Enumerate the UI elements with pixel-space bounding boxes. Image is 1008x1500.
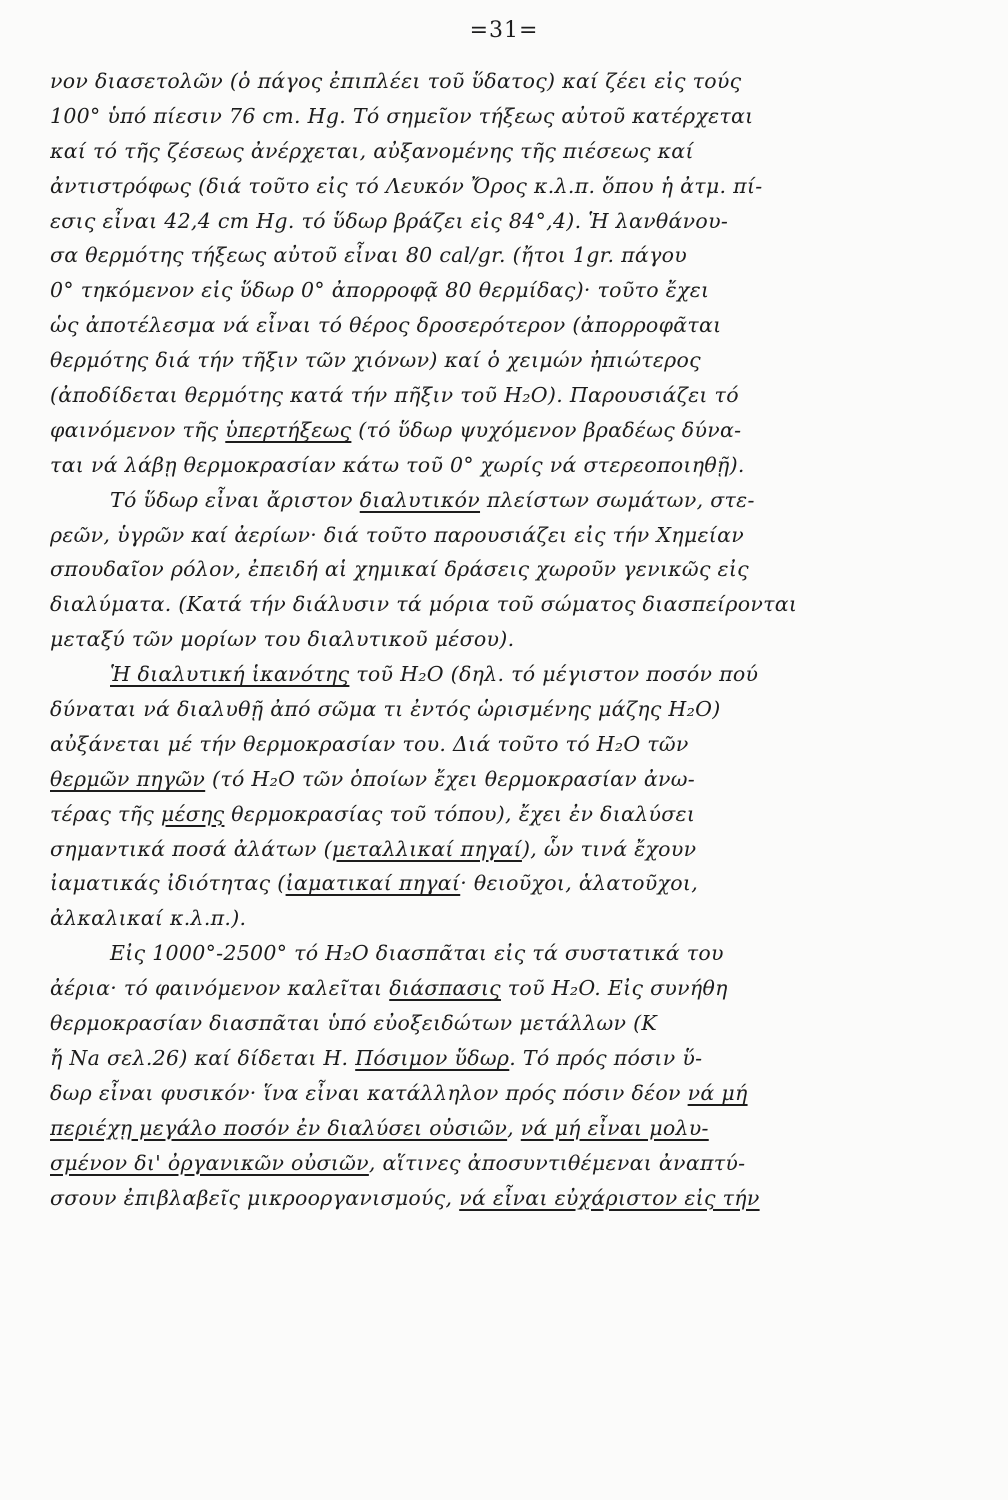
underlined-term: Πόσιμον ὕδωρ [355,1045,510,1070]
underlined-term: ὑπερτήξεως [225,417,352,442]
text-segment: 0° τηκόμενον εἰς ὕδωρ 0° ἀπορροφᾷ 80 θερμίδας)· τοῦτο ἔχει [50,278,710,303]
text-segment: ὡς ἀποτέλεσμα νά εἶναι τό θέρος δροσερότερον (ἀπορροφᾶται [50,313,722,338]
text-segment: Εἰς 1000°-2500° τό H₂O διασπᾶται εἰς τά συστατικά του [110,941,724,966]
underlined-term: διαλυτικόν [359,487,481,512]
text-segment: , [507,1115,521,1140]
underlined-term: περιέχῃ μεγάλο ποσόν ἐν διαλύσει οὐσιῶν [50,1115,508,1140]
text-segment: τέρας τῆς [50,801,161,826]
text-line [50,169,950,204]
text-segment: αὐξάνεται μέ τήν θερμοκρασίαν του. Διά τοῦτο τό H₂O τῶν [50,731,689,756]
underlined-term: διάσπασις [389,976,501,1001]
text-segment: ἰαματικάς ἰδιότητας ( [50,871,286,896]
text-line [50,936,950,971]
text-segment: σσουν ἐπιβλαβεῖς μικροοργανισμούς, [50,1185,460,1210]
underlined-term: νά εἶναι εὐχάριστον εἰς τήν [459,1185,760,1210]
underlined-term: μέσης [160,801,225,826]
text-line [50,64,950,99]
text-line [50,343,950,378]
body-text [50,64,950,1215]
text-segment: · θειοῦχοι, ἁλατοῦχοι, [460,871,699,896]
text-line [50,762,950,797]
text-segment: δωρ εἶναι φυσικόν· ἵνα εἶναι κατάλληλον πρός πόσιν δέον [50,1080,688,1105]
text-segment: σπουδαῖον ρόλον, ἐπειδή αἱ χημικαί δράσεις χωροῦν γενικῶς εἰς [50,557,749,582]
text-line [50,971,950,1006]
text-segment: ἀλκαλικαί κ.λ.π.). [50,906,247,931]
text-segment: τοῦ H₂O (δηλ. τό μέγιστον ποσόν πού [349,662,759,687]
text-line [50,378,950,413]
text-segment: . Τό πρός πόσιν ὕ- [509,1045,703,1070]
text-segment: μεταξύ τῶν μορίων του διαλυτικοῦ μέσου). [50,627,515,652]
text-segment: τοῦ H₂O. Εἰς συνήθη [500,976,728,1001]
text-segment: καί τό τῆς ζέσεως ἀνέρχεται, αὐξανομένης τῆς πιέσεως καί [50,138,694,163]
text-segment: εσις εἶναι 42,4 cm Hg. τό ὕδωρ βράζει εἰς 84°,4). Ἡ λανθάνου- [50,208,729,233]
text-line [50,587,950,622]
text-line [50,1076,950,1111]
text-segment: διαλύματα. (Κατά τήν διάλυσιν τά μόρια τοῦ σώματος διασπείρονται [50,592,798,617]
text-segment: θερμοκρασίας τοῦ τόπου), ἔχει ἐν διαλύσει [224,801,696,826]
underlined-term: νά μή [687,1080,748,1105]
text-line [50,797,950,832]
text-line [50,901,950,936]
underlined-term: σμένον δι' ὀργανικῶν οὐσιῶν [50,1150,369,1175]
text-line [50,692,950,727]
text-segment: ἀντιστρόφως (διά τοῦτο εἰς τό Λευκόν Ὄρος κ.λ.π. ὅπου ἡ ἀτμ. πί- [50,173,763,198]
text-segment: πλείστων σωμάτων, στε- [480,487,755,512]
text-line [50,1111,950,1146]
text-line [50,832,950,867]
text-line [50,238,950,273]
page-number: =31= [469,18,539,43]
underlined-term: θερμῶν πηγῶν [50,766,206,791]
text-segment: σα θερμότης τήξεως αὐτοῦ εἶναι 80 cal/gr. (ἤτοι 1gr. πάγου [50,243,688,268]
underlined-term: ἰαματικαί πηγαί [285,871,461,896]
text-segment: 100° ὑπό πίεσιν 76 cm. Hg. Τό σημεῖον τήξεως αὐτοῦ κατέρχεται [50,103,754,128]
text-segment: Τό ὕδωρ εἶναι ἄριστον [110,487,360,512]
text-line [50,99,950,134]
text-line [50,518,950,553]
text-line [50,1146,950,1181]
text-line [50,413,950,448]
text-segment: ἤ Na σελ.26) καί δίδεται Η. [50,1045,356,1070]
text-segment: ), ὧν τινά ἔχουν [521,836,697,861]
text-line [50,1041,950,1076]
text-line [50,1181,950,1216]
text-line [50,134,950,169]
text-line [50,657,950,692]
text-segment: σημαντικά ποσά ἀλάτων ( [50,836,332,861]
underlined-term: Ἡ διαλυτική ἱκανότης [110,662,350,687]
text-segment: δύναται νά διαλυθῇ ἀπό σῶμα τι ἐντός ὡρισμένης μάζης H₂O) [50,697,721,722]
text-segment: , αἵτινες ἀποσυντιθέμεναι ἀναπτύ- [368,1150,746,1175]
text-line [50,273,950,308]
underlined-term: μεταλλικαί πηγαί [331,836,522,861]
text-segment: φαινόμενον τῆς [50,417,226,442]
text-segment: (ἀποδίδεται θερμότης κατά τήν πῆξιν τοῦ H₂O). Παρουσιάζει τό [50,383,739,408]
text-line [50,866,950,901]
text-line [50,1006,950,1041]
text-line [50,622,950,657]
text-segment: ἀέρια· τό φαινόμενον καλεῖται [50,976,390,1001]
text-segment: (τό ὕδωρ ψυχόμενον βραδέως δύνα- [351,417,742,442]
text-line [50,204,950,239]
underlined-term: νά μή εἶναι μολυ- [520,1115,709,1140]
text-segment: ρεῶν, ὑγρῶν καί ἀερίων· διά τοῦτο παρουσιάζει εἰς τήν Χημείαν [50,522,744,547]
text-segment: νον διασετολῶν (ὁ πάγος ἐπιπλέει τοῦ ὕδατος) καί ζέει εἰς τούς [50,69,742,93]
text-segment: (τό H₂O τῶν ὁποίων ἔχει θερμοκρασίαν ἀνω- [205,766,696,791]
text-line [50,448,950,483]
text-line [50,483,950,518]
text-segment: θερμοκρασίαν διασπᾶται ὑπό εὐοξειδώτων μετάλλων (K [50,1011,658,1036]
text-segment: θερμότης διά τήν τῆξιν τῶν χιόνων) καί ὁ χειμών ἠπιώτερος [50,348,701,373]
text-segment: ται νά λάβῃ θερμοκρασίαν κάτω τοῦ 0° χωρίς νά στερεοποιηθῇ). [50,452,745,477]
text-line [50,727,950,762]
text-line [50,552,950,587]
text-line [50,308,950,343]
